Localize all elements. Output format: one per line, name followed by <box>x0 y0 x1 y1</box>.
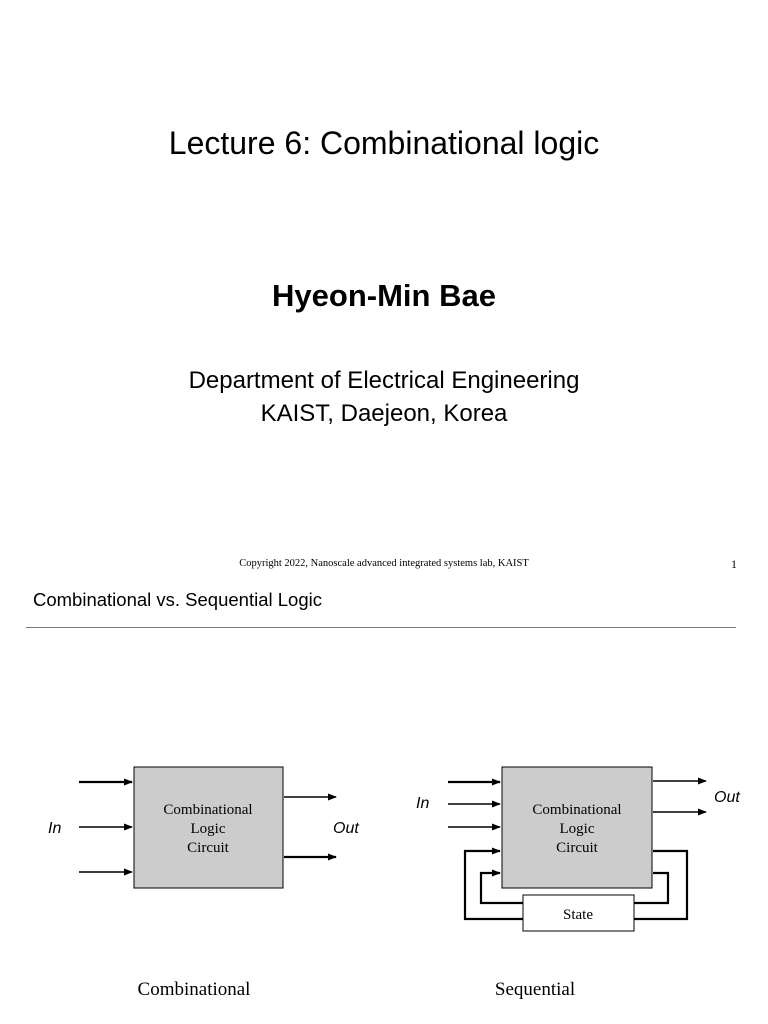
seq-out-label: Out <box>714 789 740 806</box>
comb-box-label-1: Combinational <box>163 802 253 818</box>
sequential-caption: Sequential <box>494 979 576 1000</box>
state-label: State <box>563 907 593 923</box>
department-line-2: KAIST, Daejeon, Korea <box>260 400 508 427</box>
seq-box-label-3: Circuit <box>556 840 598 856</box>
sequential-diagram <box>416 767 740 931</box>
seq-in-label: In <box>416 795 430 812</box>
section-title: Combinational vs. Sequential Logic <box>33 589 322 610</box>
logic-diagram <box>0 640 768 980</box>
comb-box-label-3: Circuit <box>187 840 229 856</box>
seq-box-label-2: Logic <box>559 821 595 837</box>
combinational-caption: Combinational <box>137 979 251 1000</box>
comb-box-label-2: Logic <box>190 821 226 837</box>
department-line-1: Department of Electrical Engineering <box>188 367 580 394</box>
page-number: 1 <box>731 557 737 571</box>
slide-title: Lecture 6: Combinational logic <box>168 125 600 161</box>
author-name: Hyeon-Min Bae <box>272 278 496 313</box>
comb-in-label: In <box>48 820 62 837</box>
title-divider <box>26 627 736 628</box>
combinational-diagram <box>48 767 359 888</box>
copyright-notice: Copyright 2022, Nanoscale advanced integrated systems lab, KAIST <box>239 558 529 569</box>
seq-box-label-1: Combinational <box>532 802 622 818</box>
comb-out-label: Out <box>333 820 359 837</box>
